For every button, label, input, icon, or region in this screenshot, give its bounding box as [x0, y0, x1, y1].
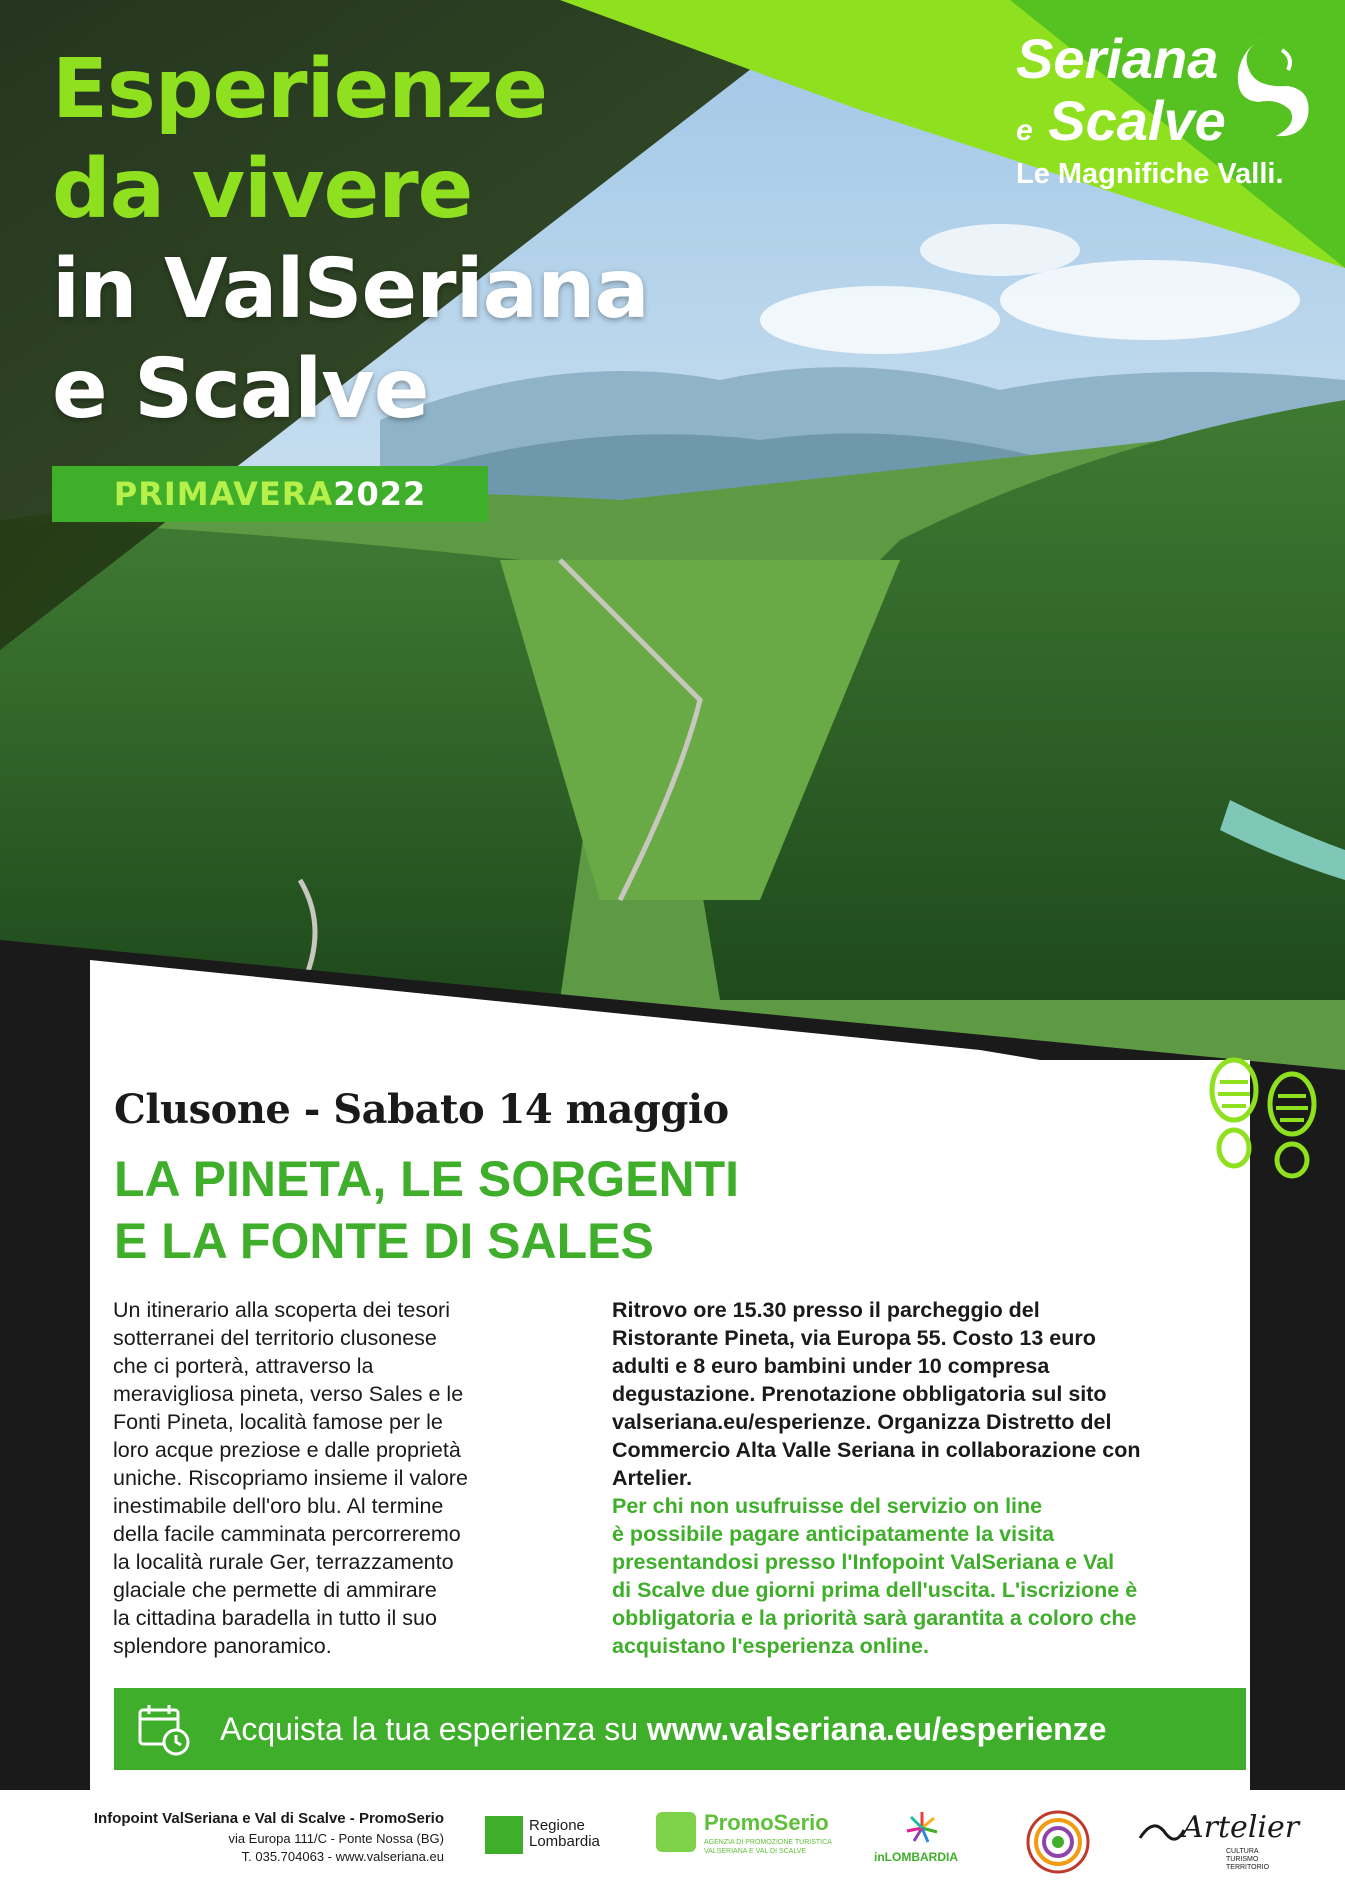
season-year: 2022	[333, 475, 427, 513]
promoserio-sub-1: AGENZIA DI PROMOZIONE TURISTICA	[704, 1839, 832, 1846]
purchase-label: Acquista la tua esperienza su	[220, 1711, 639, 1747]
footer-line-3: T. 035.704063 - www.valseriana.eu	[241, 1849, 444, 1864]
footer-line-1: Infopoint ValSeriana e Val di Scalve - PromoSerio	[93, 1810, 444, 1827]
main-title	[52, 40, 649, 440]
description-line: uniche. Riscopriamo insieme il valore	[113, 1466, 468, 1490]
lombardia-name-2: Lombardia	[529, 1833, 600, 1850]
logo-swirl-icon	[1228, 28, 1318, 148]
logo-tagline: Le Magnifiche Valli.	[1016, 158, 1284, 190]
description-line: sotterranei del territorio clusonese	[113, 1326, 437, 1350]
note-line: obbligatoria e la priorità sarà garantita a coloro che	[612, 1606, 1137, 1630]
season-badge	[52, 466, 488, 522]
lombardia-logo-icon	[485, 1816, 523, 1854]
event-title	[114, 1148, 739, 1272]
info-line: Commercio Alta Valle Seriana in collaborazione con	[612, 1438, 1141, 1462]
partner-distretto-commercio	[1018, 1808, 1098, 1868]
purchase-text	[220, 1688, 1106, 1770]
description-line: Un itinerario alla scoperta dei tesori	[113, 1298, 450, 1322]
artelier-swash-icon	[1136, 1812, 1186, 1852]
promoserio-logo-icon	[656, 1812, 696, 1852]
calendar-clock-icon	[136, 1702, 192, 1758]
logo-line-1: Seriana	[1016, 27, 1219, 90]
partner-inlombardia	[870, 1808, 980, 1868]
artelier-name: Artelier	[1182, 1810, 1300, 1845]
promoserio-sub	[704, 1838, 832, 1856]
note-block	[612, 1492, 1252, 1660]
event-date: Clusone - Sabato 14 maggio	[114, 1086, 729, 1133]
artelier-sub	[1226, 1848, 1269, 1872]
logo-e: e	[1016, 114, 1033, 147]
logo-scalve: Scalve	[1048, 89, 1226, 152]
event-info	[612, 1296, 1252, 1660]
footer-line-2: via Europa 111/C - Ponte Nossa (BG)	[228, 1831, 444, 1846]
description-line: loro acque preziose e dalle proprietà	[113, 1438, 461, 1462]
lombardia-name-1: Regione	[529, 1817, 585, 1834]
season-word: PRIMAVERA	[113, 475, 334, 513]
description-line: meravigliosa pineta, verso Sales e le	[113, 1382, 464, 1406]
info-line: Artelier.	[612, 1466, 693, 1490]
promoserio-name: PromoSerio	[704, 1810, 829, 1835]
description-line: Fonti Pineta, località famose per le	[113, 1410, 443, 1434]
note-line: acquistano l'esperienza online.	[612, 1634, 929, 1658]
distretto-seal-icon	[1018, 1808, 1098, 1878]
artelier-sub-3: TERRITORIO	[1226, 1864, 1270, 1871]
purchase-link[interactable]: www.valseriana.eu/esperienze	[646, 1711, 1107, 1747]
description-line: inestimabile dell'oro blu. Al termine	[113, 1494, 444, 1518]
description-line: della facile camminata percorreremo	[113, 1522, 461, 1546]
partner-regione-lombardia	[485, 1808, 625, 1868]
partner-promoserio	[656, 1808, 836, 1868]
info-block	[612, 1296, 1252, 1492]
info-line: adulti e 8 euro bambini under 10 compresa	[612, 1354, 1050, 1378]
purchase-banner[interactable]	[114, 1688, 1246, 1770]
promoserio-sub-2: VALSERIANA E VAL DI SCALVE	[704, 1848, 807, 1855]
footer-contact	[26, 1808, 444, 1866]
brand-logo	[1010, 24, 1330, 204]
title-line-4: e Scalve	[52, 342, 429, 437]
event-title-line-2: E LA FONTE DI SALES	[114, 1213, 654, 1269]
description-line: la cittadina baradella in tutto il suo	[113, 1606, 437, 1630]
event-description	[113, 1296, 533, 1660]
info-line: valseriana.eu/esperienze. Organizza Distretto del	[612, 1410, 1112, 1434]
info-line: degustazione. Prenotazione obbligatoria sul sito	[612, 1382, 1107, 1406]
note-line: è possibile pagare anticipatamente la visita	[612, 1522, 1055, 1546]
footprints-icon	[1198, 1052, 1328, 1182]
artelier-sub-2: TURISMO	[1226, 1856, 1259, 1863]
info-line: Ristorante Pineta, via Europa 55. Costo 13 euro	[612, 1326, 1096, 1350]
note-line: presentandosi presso l'Infopoint ValSeriana e Val	[612, 1550, 1115, 1574]
note-line: di Scalve due giorni prima dell'uscita. L'iscrizione è	[612, 1578, 1138, 1602]
inlombardia-name: inLOMBARDIA	[874, 1850, 958, 1864]
title-line-3: in ValSeriana	[52, 242, 649, 337]
lombardia-name	[529, 1818, 600, 1850]
description-line: la località rurale Ger, terrazzamento	[113, 1550, 454, 1574]
description-line: glaciale che permette di ammirare	[113, 1578, 437, 1602]
inlombardia-star-icon	[870, 1808, 980, 1848]
note-line: Per chi non usufruisse del servizio on line	[612, 1494, 1043, 1518]
description-line: che ci porterà, attraverso la	[113, 1354, 374, 1378]
description-line: splendore panoramico.	[113, 1634, 332, 1658]
title-line-2: da vivere	[52, 142, 473, 237]
event-title-line-1: LA PINETA, LE SORGENTI	[114, 1151, 740, 1207]
artelier-sub-1: CULTURA	[1226, 1848, 1259, 1855]
info-line: Ritrovo ore 15.30 presso il parcheggio del	[612, 1298, 1040, 1322]
title-line-1: Esperienze	[52, 42, 548, 137]
partner-artelier	[1136, 1808, 1300, 1871]
